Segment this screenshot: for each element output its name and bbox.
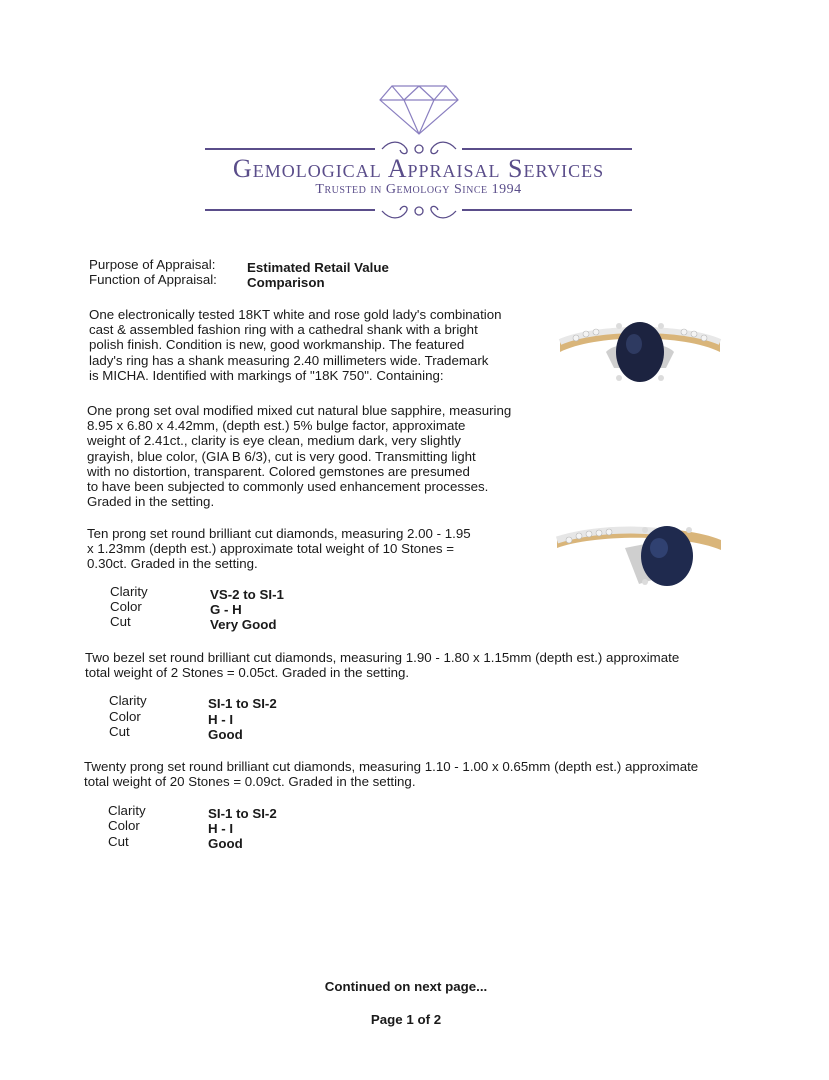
sapphire-line: One prong set oval modified mixed cut natural blue sapphire, measuring <box>87 403 512 418</box>
grade-value-cut: Good <box>208 836 243 851</box>
grade-value-clarity: SI-1 to SI-2 <box>208 696 277 711</box>
grade-label-cut: Cut <box>109 724 130 739</box>
ring-photo-side <box>555 518 723 598</box>
grade-label-clarity: Clarity <box>109 693 147 708</box>
ornament-swirl-bottom-icon <box>378 200 460 222</box>
page-number: Page 1 of 2 <box>370 1012 442 1027</box>
function-label: Function of Appraisal: <box>89 272 217 287</box>
diamonds-two-description <box>85 650 679 680</box>
header-rule-bottom-left <box>205 209 375 211</box>
header-rule-bottom-right <box>462 209 632 211</box>
continued-note: Continued on next page... <box>324 979 488 994</box>
grade-value-cut: Good <box>208 727 243 742</box>
grade-value-color: H - I <box>208 821 234 836</box>
brand-name: Gemological Appraisal Services <box>232 154 605 183</box>
sapphire-description <box>87 403 511 509</box>
grade-label-color: Color <box>108 818 140 833</box>
sapphire-line: with no distortion, transparent. Colored gemstones are presumed <box>87 463 470 479</box>
diamonds-ten-description <box>87 526 471 572</box>
grade-label-color: Color <box>109 709 141 724</box>
header-rule-top-left <box>205 148 375 150</box>
grade-value-clarity: SI-1 to SI-2 <box>208 806 277 821</box>
description-line: cast & assembled fashion ring with a cathedral shank with a bright <box>89 322 478 338</box>
diamonds-two-line: Two bezel set round brilliant cut diamonds, measuring 1.90 - 1.80 x 1.15mm (depth est.) approximate <box>85 650 680 665</box>
function-value: Comparison <box>247 275 325 290</box>
sapphire-line: 8.95 x 6.80 x 4.42mm, (depth est.) 5% bulge factor, approximate <box>87 418 466 434</box>
diamond-logo-icon <box>378 84 460 136</box>
grade-value-cut: Very Good <box>210 617 277 632</box>
description-line: One electronically tested 18KT white and rose gold lady's combination <box>89 307 502 322</box>
grade-value-clarity: VS-2 to SI-1 <box>210 587 284 602</box>
diamonds-two-line: total weight of 2 Stones = 0.05ct. Graded in the setting. <box>85 665 410 681</box>
grade-label-cut: Cut <box>110 614 131 629</box>
diamonds-twenty-line: total weight of 20 Stones = 0.09ct. Graded in the setting. <box>84 774 416 790</box>
description-line: lady's ring has a shank measuring 2.40 millimeters wide. Trademark <box>89 352 489 368</box>
purpose-value: Estimated Retail Value <box>247 260 389 275</box>
sapphire-line: to have been subjected to commonly used enhancement processes. <box>87 479 489 495</box>
grade-value-color: H - I <box>208 712 234 727</box>
header-rule-top-right <box>462 148 632 150</box>
sapphire-line: Graded in the setting. <box>87 494 215 510</box>
grade-label-clarity: Clarity <box>108 803 146 818</box>
description-line: is MICHA. Identified with markings of "18K 750". Containing: <box>89 367 444 383</box>
sapphire-line: weight of 2.41ct., clarity is eye clean, medium dark, very slightly <box>87 433 461 449</box>
diamonds-ten-line: 0.30ct. Graded in the setting. <box>87 556 258 572</box>
diamonds-twenty-description <box>84 759 698 789</box>
grade-label-clarity: Clarity <box>110 584 148 599</box>
grade-label-cut: Cut <box>108 834 129 849</box>
purpose-label: Purpose of Appraisal: <box>89 257 216 272</box>
diamonds-ten-line: Ten prong set round brilliant cut diamonds, measuring 2.00 - 1.95 <box>87 526 471 541</box>
grade-label-color: Color <box>110 599 142 614</box>
ring-photo-top <box>556 312 724 394</box>
diamonds-ten-line: x 1.23mm (depth est.) approximate total weight of 10 Stones = <box>87 541 454 557</box>
diamonds-twenty-line: Twenty prong set round brilliant cut diamonds, measuring 1.10 - 1.00 x 0.65mm (depth est.) approximate <box>84 759 699 774</box>
sapphire-line: grayish, blue color, (GIA B 6/3), cut is very good. Transmitting light <box>87 448 476 464</box>
description-line: polish finish. Condition is new, good workmanship. The featured <box>89 337 465 353</box>
grade-value-color: G - H <box>210 602 242 617</box>
brand-tagline: Trusted in Gemology Since 1994 <box>315 182 522 197</box>
ring-description <box>89 307 502 383</box>
